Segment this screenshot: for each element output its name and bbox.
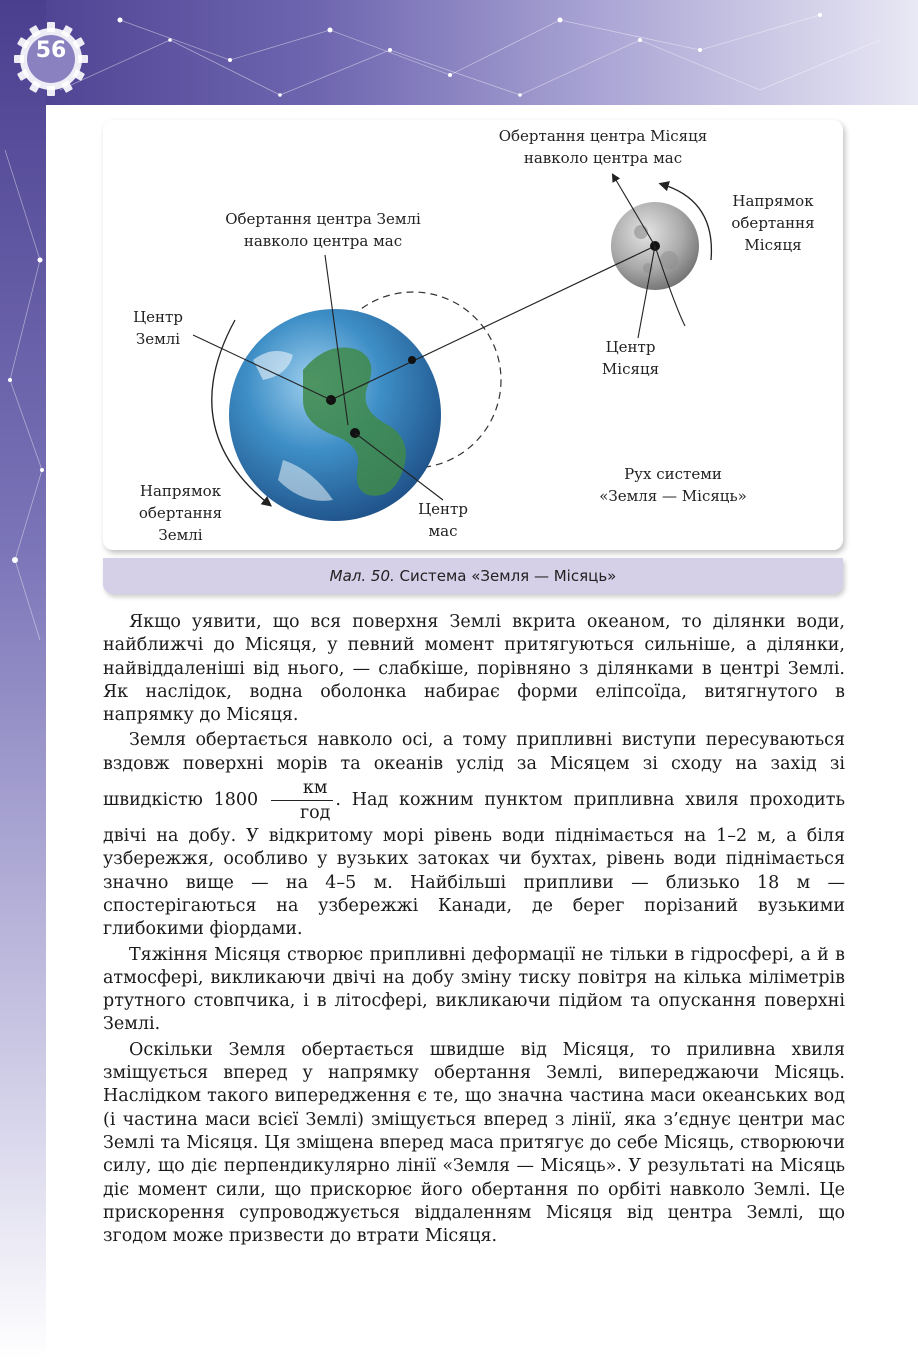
- caption-text: Система «Земля — Місяць»: [399, 567, 617, 585]
- label-moon-direction: Напрямок обертання Місяця: [731, 192, 815, 254]
- speed-unit-fraction: $\frac{км}{\text{год}}$: [271, 776, 333, 825]
- paragraph-1: Якщо уявити, що вся поверхня Землі вкрита океаном, то ділянки води, найближчі до Місяця, у певний момент притягуються сильніше, а ділянки, найвіддаленіші від нього, — слабкіше, порівняно з ділянками в центрі Землі. Як наслідок, водна оболонка набирає форми еліпсоїда, витягнутого в напрямку до Місяця.: [103, 612, 845, 726]
- label-moon-rotation: Обертання центра Місяця навколо центра мас: [498, 127, 708, 167]
- page-number: 56: [35, 38, 67, 63]
- paragraph-3: Тяжіння Місяця створює припливні деформації не тільки в гідросфері, а й в атмосфері, викликаючи двічі на добу зміну тиску повітря на кілька міліметрів ртутного стовпчика, і в літосфері, викликаючи підйом та опускання поверхні Землі.: [103, 944, 845, 1035]
- body-text: [103, 611, 845, 1250]
- label-moon-center: Центр Місяця: [601, 338, 660, 378]
- figure-earth-moon-system: [103, 120, 843, 550]
- caption-prefix: Мал. 50.: [329, 567, 395, 585]
- label-earth-center: Центр Землі: [133, 308, 183, 348]
- label-earth-direction: Напрямок обертання Землі: [138, 482, 223, 544]
- paragraph-4: Оскільки Земля обертається швидше від Місяця, то приливна хвиля зміщується вперед у напрямку обертання Землі, випереджаючи Місяць. Наслідком такого випередження є те, що значна частина маси океанських вод (і частина маси всієї Землі) зміщується вперед з лінії, яка з’єднує центри мас Землі та Місяця. Ця зміщена вперед маса притягує до себе Місяць, створюючи силу, що діє перпендикулярно лінії «Земля — Місяць». У результаті на Місяць діє момент сили, що прискорює його обертання по орбіті навколо Землі. Це прискорення супроводжується віддаленням Місяця від центра Землі, що згодом може призвести до втрати Місяця.: [103, 1039, 845, 1247]
- label-system-motion: Рух системи «Земля — Місяць»: [599, 465, 747, 505]
- label-earth-rotation: Обертання центра Землі навколо центра мас: [225, 210, 421, 250]
- label-mass-center: Центр мас: [418, 500, 468, 540]
- orbit-point-dot: [408, 356, 416, 364]
- figure-caption: [103, 558, 843, 594]
- paragraph-2: Земля обертається навколо осі, а тому припливні виступи пересуваються вздовж поверхні морів та океанів услід за Місяцем зі сходу на захід зі швидкістю 1800 $\frac{км}{\text{год}}$ . Над кожним пунктом припливна хвиля проходить двічі на добу. У відкритому морі рівень води піднімається на 1–2 м, а біля узбережжя, особливо у вузьких затоках чи бухтах, рівень води піднімається значно вище — на 4–5 м. Найбільші припливи — близько 18 м — спостерігаються на узбережжі Канади, де берег порізаний вузькими глибокими фіордами.: [103, 730, 845, 940]
